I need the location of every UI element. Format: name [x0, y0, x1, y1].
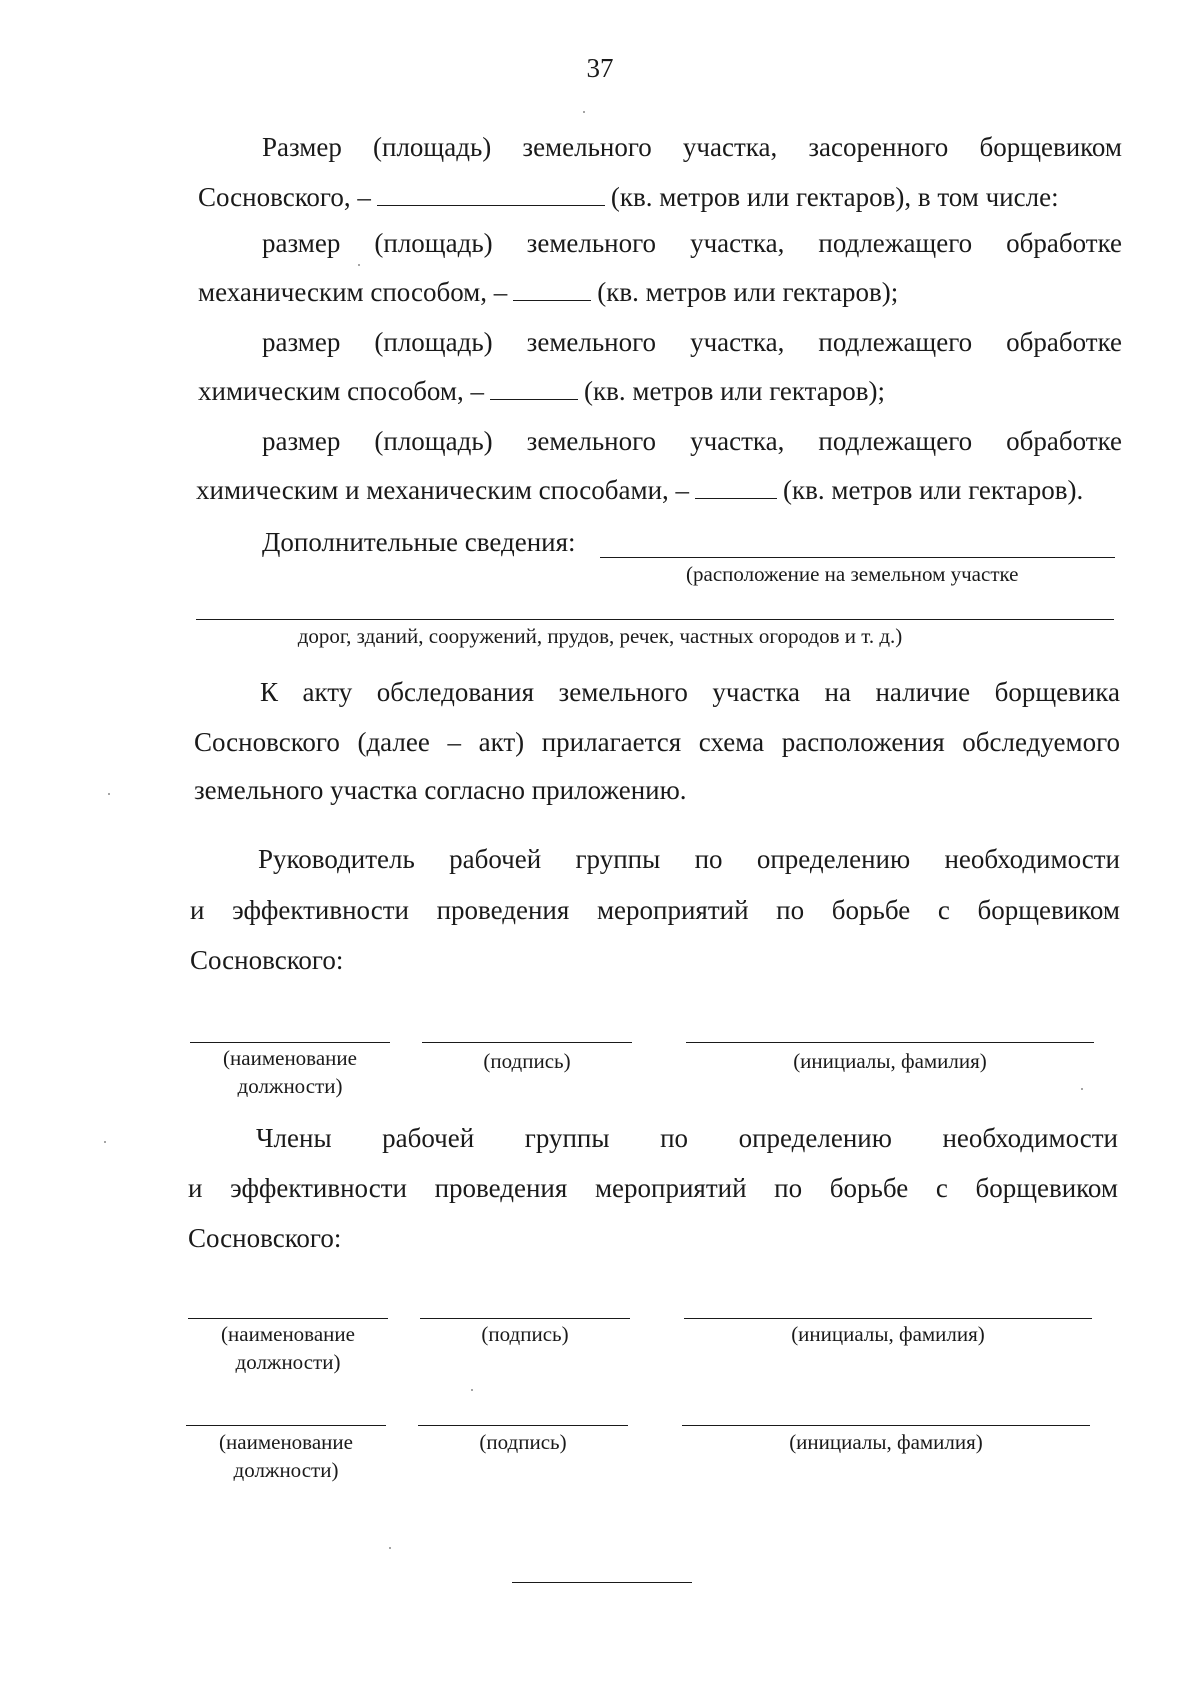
leader-position-line — [190, 1042, 390, 1043]
members-line-1: Члены рабочей группы по определению необходимости — [256, 1123, 1118, 1153]
leader-line-2: и эффективности проведения мероприятий по борьбе с борщевиком — [190, 895, 1120, 925]
member1-signature-caption: (подпись) — [481, 1322, 569, 1346]
end-rule — [512, 1582, 692, 1583]
scan-speck — [1081, 1088, 1083, 1090]
scan-speck — [108, 793, 110, 795]
leader-signature-line — [422, 1042, 632, 1043]
additional-label: Дополнительные сведения: — [262, 527, 576, 557]
mech-line-2 — [198, 276, 898, 308]
leader-name-caption: (инициалы, фамилия) — [793, 1049, 987, 1073]
page-number: 37 — [586, 53, 614, 83]
member2-name-caption: (инициалы, фамилия) — [789, 1430, 983, 1454]
member2-signature-line — [418, 1425, 628, 1426]
members-line-3: Сосновского: — [188, 1223, 342, 1253]
both-line-2 — [196, 474, 1083, 506]
member2-name-line — [682, 1425, 1090, 1426]
area-line-1: Размер (площадь) земельного участка, засоренного борщевиком — [262, 132, 1122, 162]
total-area-blank — [377, 181, 605, 206]
mech-line-2-start: механическим способом, – — [198, 277, 508, 307]
scan-speck — [583, 111, 585, 113]
member1-signature-line — [420, 1318, 630, 1319]
area-line-2-end: (кв. метров или гектаров), в том числе: — [610, 182, 1059, 212]
chem-line-2 — [198, 375, 885, 407]
leader-signature-caption: (подпись) — [483, 1049, 571, 1073]
member1-position-caption: (наименование должности) — [221, 1322, 355, 1374]
both-line-1: размер (площадь) земельного участка, подлежащего обработке — [262, 426, 1122, 456]
additional-blank-1 — [600, 557, 1115, 558]
attachment-line-1: К акту обследования земельного участка на наличие борщевика — [260, 677, 1120, 707]
mech-line-1: размер (площадь) земельного участка, подлежащего обработке — [262, 228, 1122, 258]
additional-caption-2: дорог, зданий, сооружений, прудов, речек, частных огородов и т. д.) — [297, 624, 903, 648]
leader-line-1: Руководитель рабочей группы по определению необходимости — [258, 844, 1120, 874]
mech-line-2-end: (кв. метров или гектаров); — [597, 277, 899, 307]
leader-name-line — [686, 1042, 1094, 1043]
scan-speck — [389, 1547, 391, 1549]
chem-line-2-end: (кв. метров или гектаров); — [584, 376, 886, 406]
scan-speck — [358, 264, 360, 266]
additional-blank-2 — [196, 619, 1114, 620]
area-line-2-start: Сосновского, – — [198, 182, 371, 212]
attachment-line-3: земельного участка согласно приложению. — [194, 775, 687, 805]
scan-speck — [471, 1389, 473, 1391]
chem-line-1: размер (площадь) земельного участка, подлежащего обработке — [262, 327, 1122, 357]
attachment-line-2: Сосновского (далее – акт) прилагается схема расположения обследуемого — [194, 727, 1120, 757]
additional-caption-1: (расположение на земельном участке — [686, 562, 1019, 586]
both-line-2-start: химическим и механическим способами, – — [196, 475, 690, 505]
member1-name-caption: (инициалы, фамилия) — [791, 1322, 985, 1346]
scan-speck — [104, 1141, 106, 1143]
members-line-2: и эффективности проведения мероприятий по борьбе с борщевиком — [188, 1173, 1118, 1203]
chem-line-2-start: химическим способом, – — [198, 376, 485, 406]
both-area-blank — [695, 474, 777, 499]
both-line-2-end: (кв. метров или гектаров). — [783, 475, 1084, 505]
leader-line-3: Сосновского: — [190, 945, 344, 975]
area-line-2 — [198, 181, 1059, 213]
mech-area-blank — [513, 276, 591, 301]
leader-position-caption: (наименование должности) — [223, 1046, 357, 1098]
chem-area-blank — [490, 375, 578, 400]
member2-signature-caption: (подпись) — [479, 1430, 567, 1454]
member1-position-line — [188, 1318, 388, 1319]
member1-name-line — [684, 1318, 1092, 1319]
member2-position-caption: (наименование должности) — [219, 1430, 353, 1482]
member2-position-line — [186, 1425, 386, 1426]
